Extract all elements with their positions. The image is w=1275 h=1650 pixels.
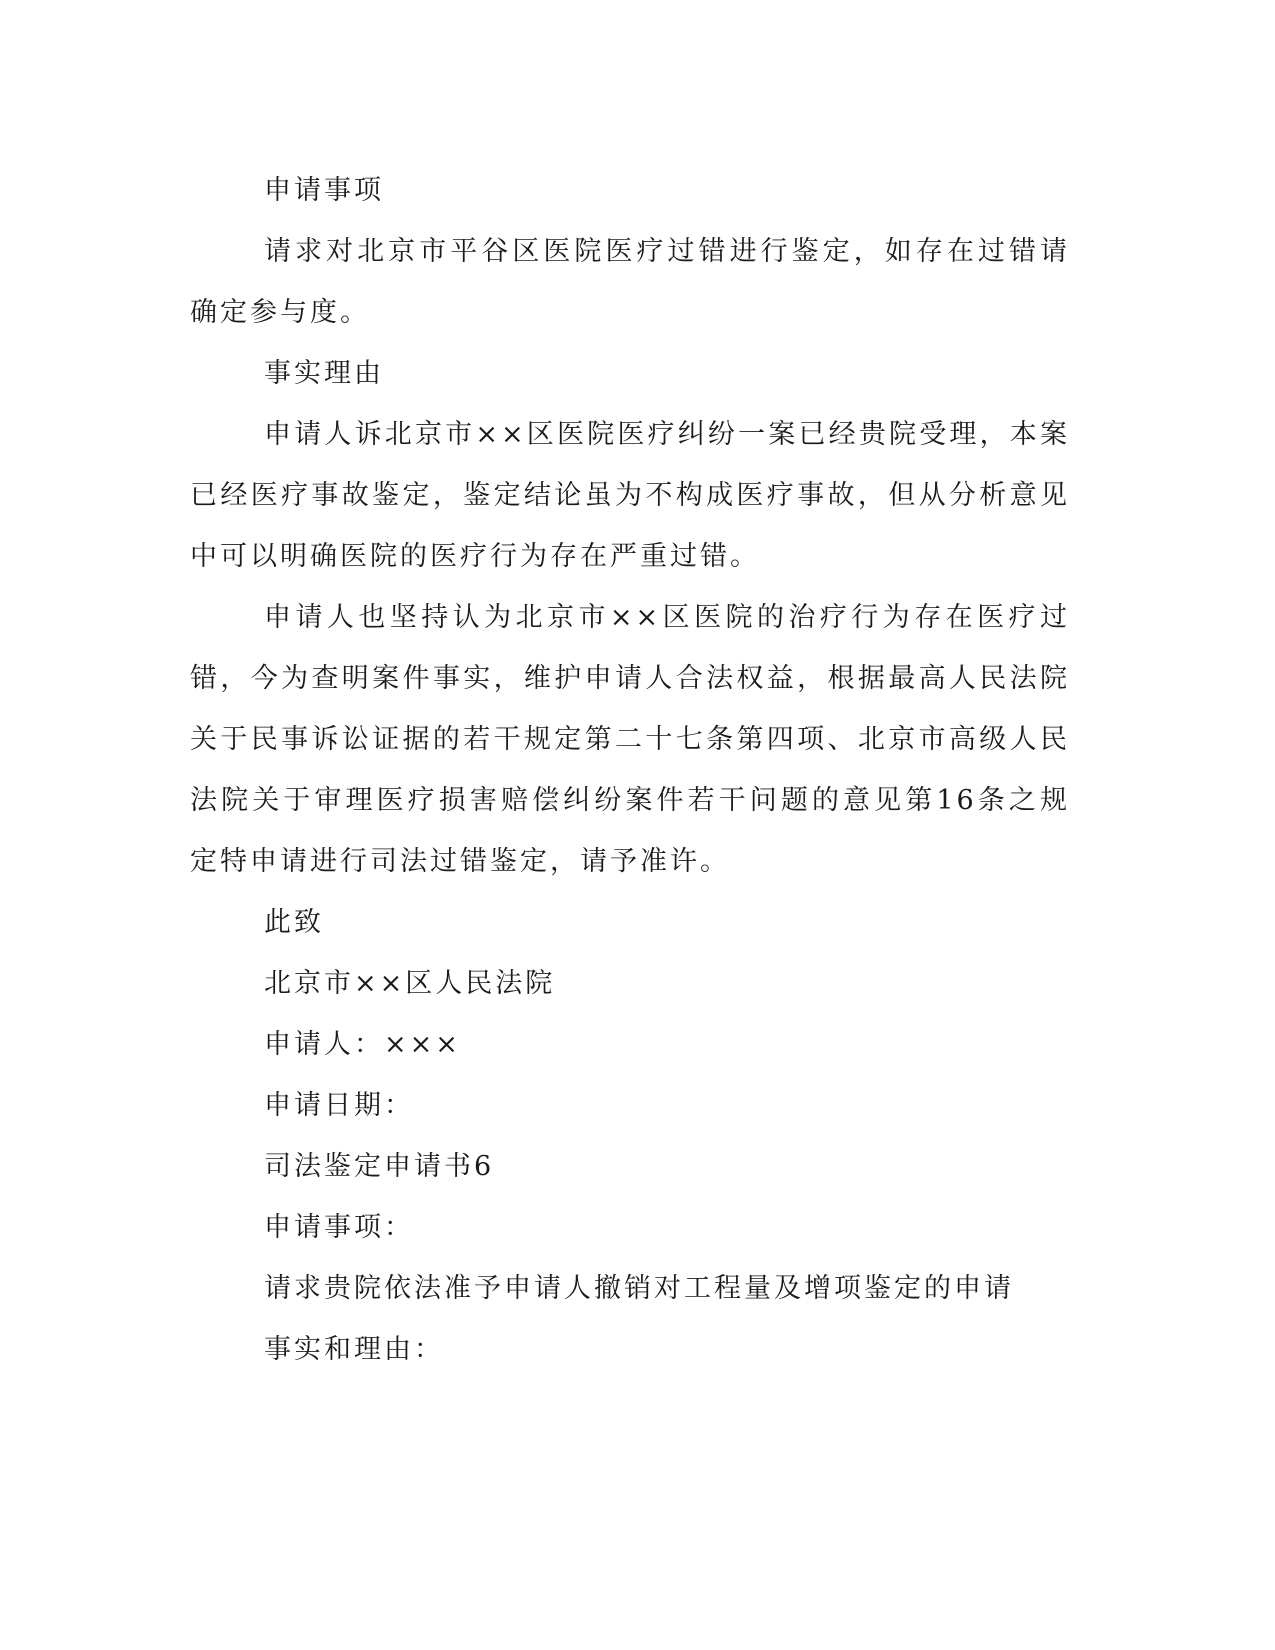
application-date-line: 申请日期： xyxy=(264,1090,414,1121)
section-heading-facts-2: 事实和理由： xyxy=(264,1334,444,1365)
applicant-line: 申请人：××× xyxy=(264,1029,461,1060)
document-body xyxy=(190,160,1070,1380)
request-paragraph: 请求对北京市平谷区医院医疗过错进行鉴定，如存在过错请确定参与度。 xyxy=(190,236,1070,328)
closing-salutation: 此致 xyxy=(264,907,324,938)
section-heading-facts: 事实理由 xyxy=(264,358,384,389)
addressee-court: 北京市××区人民法院 xyxy=(264,968,556,999)
section-heading-request-items-2: 申请事项： xyxy=(264,1212,414,1243)
facts-paragraph-1: 申请人诉北京市××区医院医疗纠纷一案已经贵院受理，本案已经医疗事故鉴定，鉴定结论虽为不构成医疗事故，但从分析意见中可以明确医院的医疗行为存在严重过错。 xyxy=(190,419,1070,572)
document-title-6: 司法鉴定申请书6 xyxy=(264,1151,495,1182)
facts-paragraph-2: 申请人也坚持认为北京市××区医院的治疗行为存在医疗过错，今为查明案件事实，维护申请人合法权益，根据最高人民法院关于民事诉讼证据的若干规定第二十七条第四项、北京市高级人民法院关于审理医疗损害赔偿纠纷案件若干问题的意见第16条之规定特申请进行司法过错鉴定，请予准许。 xyxy=(190,602,1070,877)
request-paragraph-2: 请求贵院依法准予申请人撤销对工程量及增项鉴定的申请 xyxy=(264,1273,1014,1304)
section-heading-request-items: 申请事项 xyxy=(264,175,384,206)
